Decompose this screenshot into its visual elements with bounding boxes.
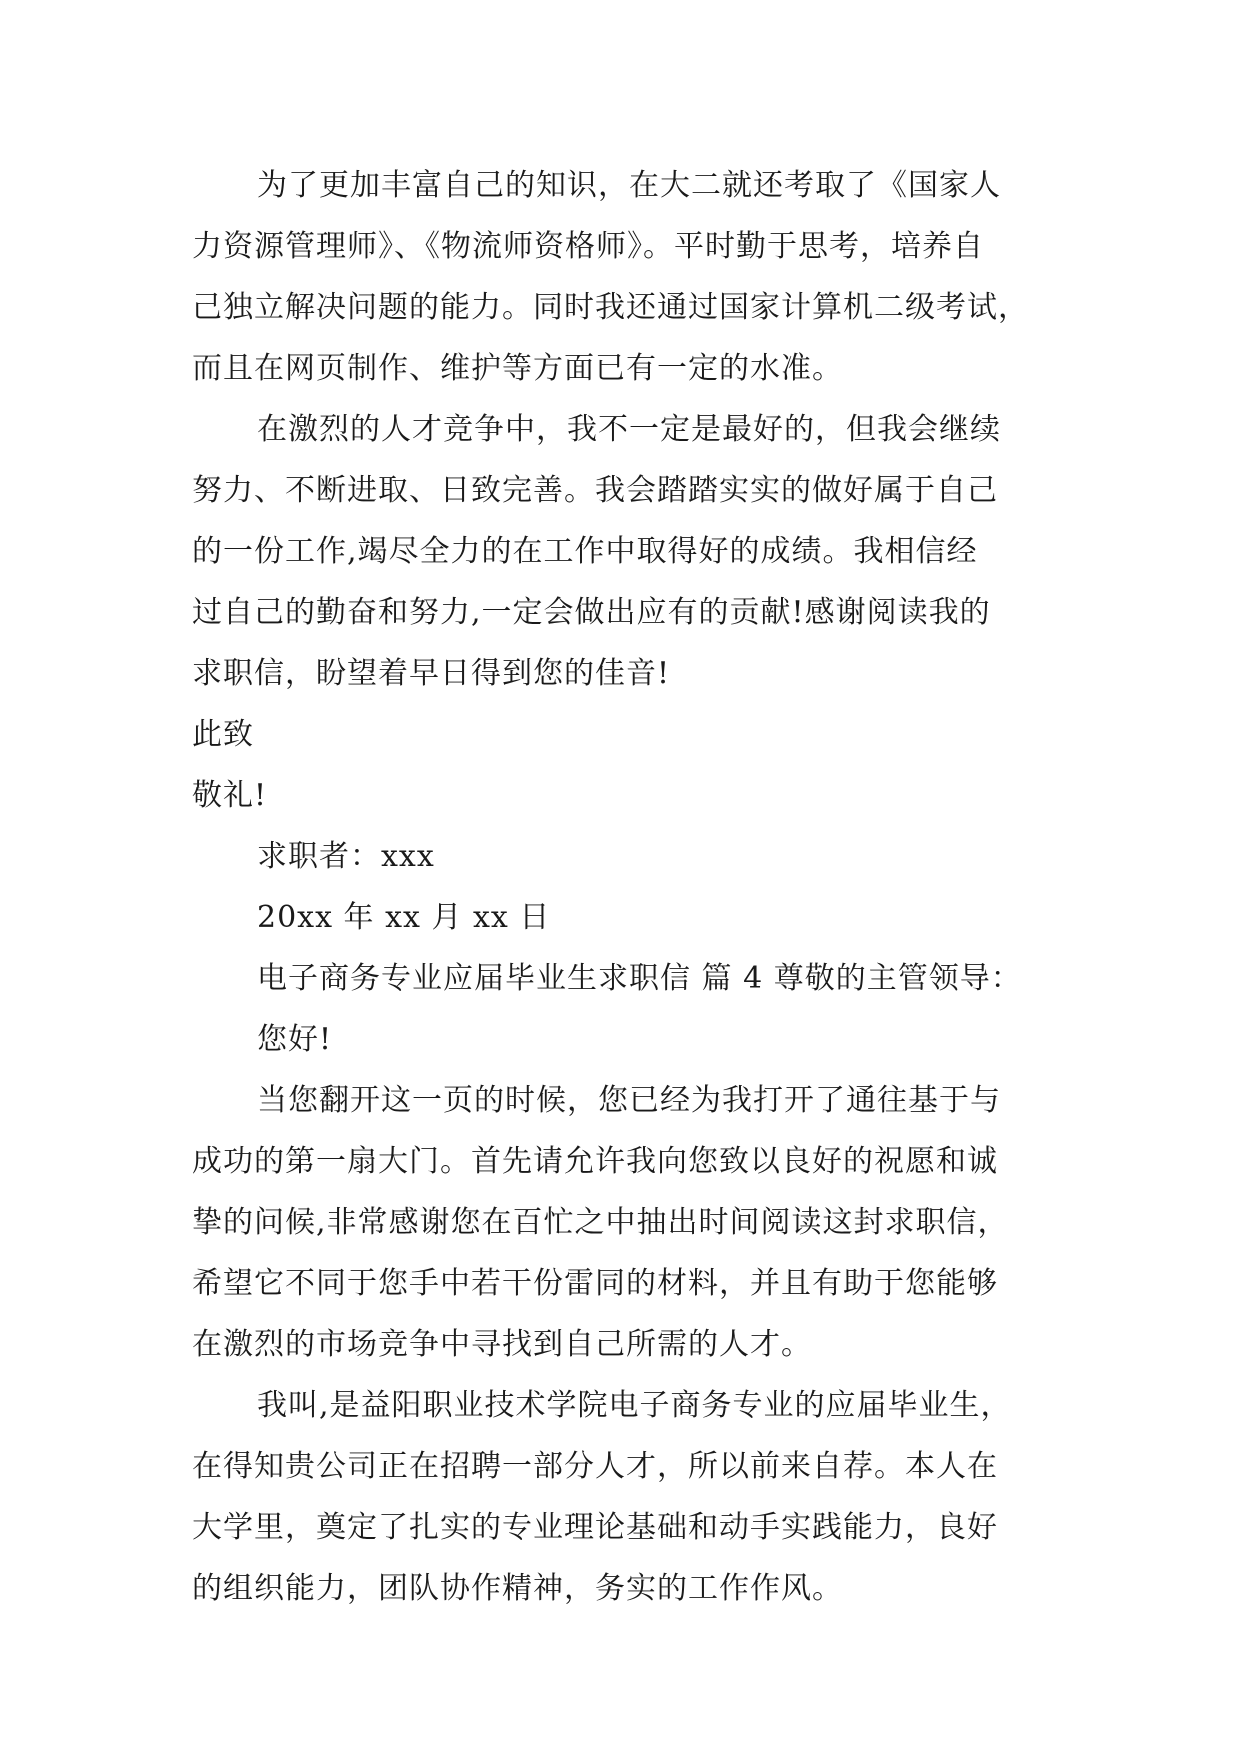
paragraph-3-line-4: 希望它不同于您手中若干份雷同的材料，并且有助于您能够 bbox=[192, 1266, 998, 1301]
paragraph-3-line-5: 在激烈的市场竞争中寻找到自己所需的人才。 bbox=[192, 1327, 812, 1362]
letter-date: 20xx 年 xx 月 xx 日 bbox=[257, 900, 551, 935]
paragraph-4-line-4: 的组织能力，团队协作精神，务实的工作作风。 bbox=[192, 1571, 843, 1606]
paragraph-1-line-2: 力资源管理师》、《物流师资格师》。平时勤于思考，培养自 bbox=[192, 229, 984, 264]
paragraph-2-line-3: 的一份工作,竭尽全力的在工作中取得好的成绩。我相信经 bbox=[192, 534, 978, 569]
paragraph-2-line-1: 在激烈的人才竞争中，我不一定是最好的，但我会继续 bbox=[257, 412, 1001, 447]
section-heading: 电子商务专业应届毕业生求职信 篇 4 尊敬的主管领导： bbox=[257, 961, 1022, 996]
paragraph-3-line-1: 当您翻开这一页的时候，您已经为我打开了通往基于与 bbox=[257, 1083, 1001, 1118]
paragraph-2-line-2: 努力、不断进取、日致完善。我会踏踏实实的做好属于自己 bbox=[192, 473, 998, 508]
paragraph-1-line-4: 而且在网页制作、维护等方面已有一定的水准。 bbox=[192, 351, 843, 386]
greeting: 您好! bbox=[257, 1022, 333, 1057]
paragraph-3-line-3: 挚的问候,非常感谢您在百忙之中抽出时间阅读这封求职信， bbox=[192, 1205, 1009, 1240]
paragraph-1-line-3: 己独立解决问题的能力。同时我还通过国家计算机二级考试， bbox=[192, 290, 1029, 325]
paragraph-4-line-1: 我叫,是益阳职业技术学院电子商务专业的应届毕业生， bbox=[257, 1388, 1012, 1423]
applicant-signature: 求职者：xxx bbox=[257, 839, 435, 874]
closing-salutation: 此致 bbox=[192, 717, 254, 752]
paragraph-4-line-2: 在得知贵公司正在招聘一部分人才，所以前来自荐。本人在 bbox=[192, 1449, 998, 1484]
paragraph-4-line-3: 大学里，奠定了扎实的专业理论基础和动手实践能力，良好 bbox=[192, 1510, 998, 1545]
paragraph-2-line-4: 过自己的勤奋和努力,一定会做出应有的贡献!感谢阅读我的 bbox=[192, 595, 991, 630]
closing-regards: 敬礼! bbox=[192, 778, 268, 813]
paragraph-2-line-5: 求职信，盼望着早日得到您的佳音! bbox=[192, 656, 671, 691]
paragraph-3-line-2: 成功的第一扇大门。首先请允许我向您致以良好的祝愿和诚 bbox=[192, 1144, 998, 1179]
paragraph-1-line-1: 为了更加丰富自己的知识，在大二就还考取了《国家人 bbox=[257, 168, 1001, 203]
